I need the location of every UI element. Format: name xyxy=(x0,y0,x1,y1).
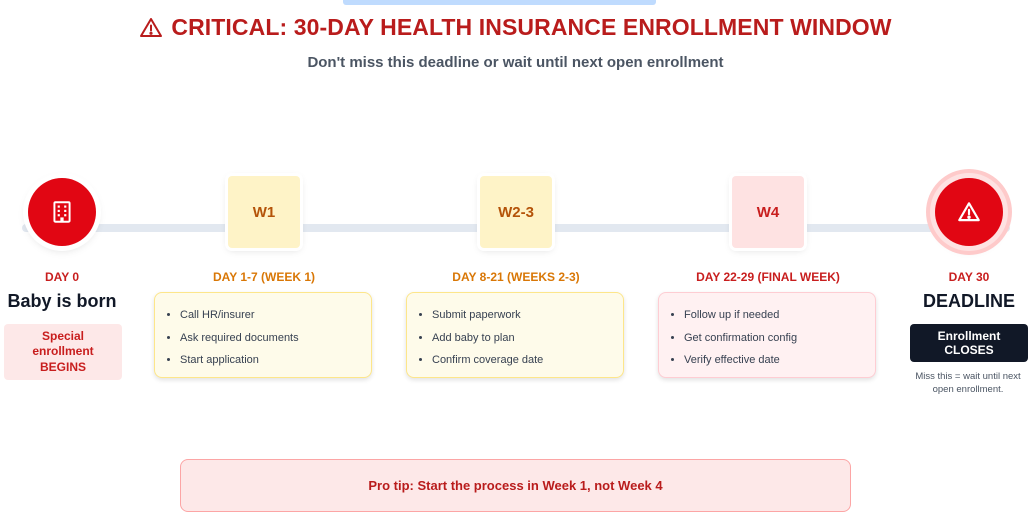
task-item: • Add baby to plan xyxy=(432,327,613,350)
warning-triangle-icon xyxy=(956,199,982,225)
note-line: BEGINS xyxy=(39,359,86,374)
week1-task-card xyxy=(154,292,372,378)
deadline-event: DEADLINE xyxy=(922,291,1015,311)
deadline-node xyxy=(935,178,1003,246)
page-title xyxy=(139,14,891,41)
day0-node xyxy=(28,178,96,246)
task-item: • Follow up if needed xyxy=(684,304,865,327)
pro-tip-text: Pro tip: Start the process in Week 1, not Week 4 xyxy=(368,478,663,493)
task-item: • Ask required documents xyxy=(180,327,361,350)
warning-line: open enrollment. xyxy=(932,383,1004,395)
task-item: • Get confirmation config xyxy=(684,327,865,350)
warning-triangle-icon xyxy=(139,16,163,40)
note-line: Enrollment xyxy=(937,329,1001,343)
week1-label: DAY 1-7 (WEEK 1) xyxy=(212,270,316,284)
page-title-text: CRITICAL: 30-DAY HEALTH INSURANCE ENROLLMENT WINDOW xyxy=(171,14,892,40)
miss-deadline-warning xyxy=(904,371,1031,396)
enrollment-closes-badge xyxy=(910,324,1028,362)
birth-event: Baby is born xyxy=(7,291,117,311)
task-item: • Confirm coverage date xyxy=(432,349,613,372)
warning-line: Miss this = wait until next xyxy=(915,371,1021,382)
week1-badge: W1 xyxy=(228,176,300,248)
hospital-building-icon xyxy=(49,199,75,225)
week2-3-label: DAY 8-21 (WEEKS 2-3) xyxy=(452,270,580,284)
week2-3-task-card xyxy=(406,292,624,378)
week4-label: DAY 22-29 (FINAL WEEK) xyxy=(696,270,840,284)
task-item: • Start application xyxy=(180,349,361,372)
day30-label: DAY 30 xyxy=(948,270,990,284)
task-item: • Call HR/insurer xyxy=(180,304,361,327)
week4-badge: W4 xyxy=(732,176,804,248)
page-subtitle: Don't miss this deadline or wait until next open enrollment xyxy=(307,53,724,71)
note-line: enrollment xyxy=(32,344,94,359)
task-item: • Verify effective date xyxy=(684,349,865,372)
task-item: • Submit paperwork xyxy=(432,304,613,327)
note-line: Special xyxy=(41,328,85,343)
week2-3-badge: W2-3 xyxy=(480,176,552,248)
note-line: CLOSES xyxy=(944,343,994,357)
task-list xyxy=(417,304,613,372)
enrollment-begins-note xyxy=(4,324,122,380)
task-list xyxy=(669,304,865,372)
top-accent-bar xyxy=(343,0,656,5)
header xyxy=(0,14,1031,71)
week4-task-card xyxy=(658,292,876,378)
pro-tip-banner xyxy=(180,459,851,512)
day0-label: DAY 0 xyxy=(44,270,80,284)
task-list xyxy=(165,304,361,372)
